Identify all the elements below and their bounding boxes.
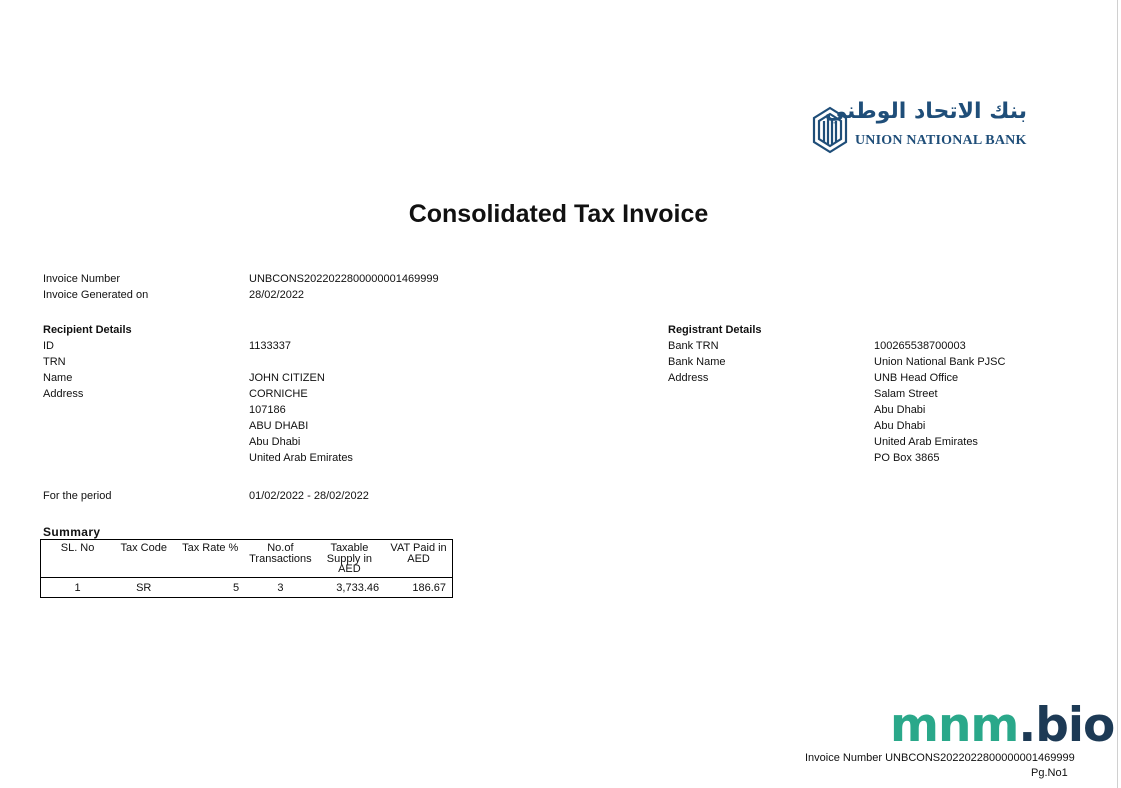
- invoice-generated-label: Invoice Generated on: [43, 289, 149, 301]
- registrant-address-line: Abu Dhabi: [874, 404, 926, 416]
- recipient-heading: Recipient Details: [43, 324, 132, 336]
- registrant-address-line: UNB Head Office: [874, 372, 959, 384]
- column-header: Tax Rate %: [173, 540, 247, 578]
- column-header: Taxable Supply in AED: [314, 540, 385, 578]
- recipient-name-label: Name: [43, 372, 73, 384]
- registrant-address-line: United Arab Emirates: [874, 436, 978, 448]
- registrant-name-label: Bank Name: [668, 356, 726, 368]
- recipient-name-value: JOHN CITIZEN: [249, 372, 325, 384]
- registrant-address-label: Address: [668, 372, 709, 384]
- cell-tax-code: SR: [136, 581, 152, 594]
- registrant-address-line: Salam Street: [874, 388, 938, 400]
- registrant-address-line: PO Box 3865: [874, 452, 940, 464]
- recipient-id-value: 1133337: [249, 340, 292, 352]
- invoice-number-label: Invoice Number: [43, 273, 121, 285]
- watermark-part: .bio: [1018, 698, 1115, 753]
- period-label: For the period: [43, 490, 112, 502]
- recipient-address-line: ABU DHABI: [249, 420, 309, 432]
- registrant-name-value: Union National Bank PJSC: [874, 356, 1006, 368]
- bank-name-latin: UNION NATIONAL BANK: [855, 133, 1027, 148]
- recipient-id-label: ID: [43, 340, 54, 352]
- summary-table: [40, 539, 453, 598]
- registrant-heading: Registrant Details: [668, 324, 762, 336]
- period-value: 01/02/2022 - 28/02/2022: [249, 490, 369, 502]
- recipient-address-line: 107186: [249, 404, 286, 416]
- cell-tax-rate: 5: [232, 581, 240, 594]
- page-title: Consolidated Tax Invoice: [408, 200, 709, 228]
- column-header: Tax Code: [114, 540, 173, 578]
- column-header: No.of Transactions: [247, 540, 314, 578]
- registrant-address-line: Abu Dhabi: [874, 420, 926, 432]
- recipient-address-label: Address: [43, 388, 84, 400]
- page-edge: [1117, 0, 1118, 788]
- cell-taxable-supply: 3,733.46: [336, 581, 380, 594]
- invoice-generated-value: 28/02/2022: [249, 289, 305, 301]
- footer-page-number: Pg.No1: [1031, 767, 1068, 779]
- table-row: [41, 578, 453, 598]
- registrant-trn-label: Bank TRN: [668, 340, 719, 352]
- footer-invoice-number: Invoice Number UNBCONS2022022800000001469999: [805, 752, 1075, 764]
- registrant-trn-value: 100265538700003: [874, 340, 966, 352]
- cell-vat-paid: 186.67: [412, 581, 446, 594]
- watermark-part: mnm: [890, 698, 1019, 753]
- recipient-trn-label: TRN: [43, 356, 66, 368]
- summary-heading: Summary: [43, 525, 101, 539]
- watermark-logo: [890, 698, 1114, 753]
- recipient-address-line: United Arab Emirates: [249, 452, 353, 464]
- summary-header-row: [41, 540, 453, 578]
- invoice-number-value: UNBCONS2022022800000001469999: [249, 273, 439, 285]
- bank-name-arabic: بنك الاتحاد الوطني: [824, 99, 1027, 124]
- column-header: VAT Paid in AED: [385, 540, 452, 578]
- recipient-address-line: CORNICHE: [249, 388, 308, 400]
- recipient-address-line: Abu Dhabi: [249, 436, 301, 448]
- cell-sl-no: 1: [74, 581, 81, 594]
- column-header: SL. No: [41, 540, 115, 578]
- cell-transactions: 3: [277, 581, 284, 594]
- bank-logo: [811, 99, 1027, 157]
